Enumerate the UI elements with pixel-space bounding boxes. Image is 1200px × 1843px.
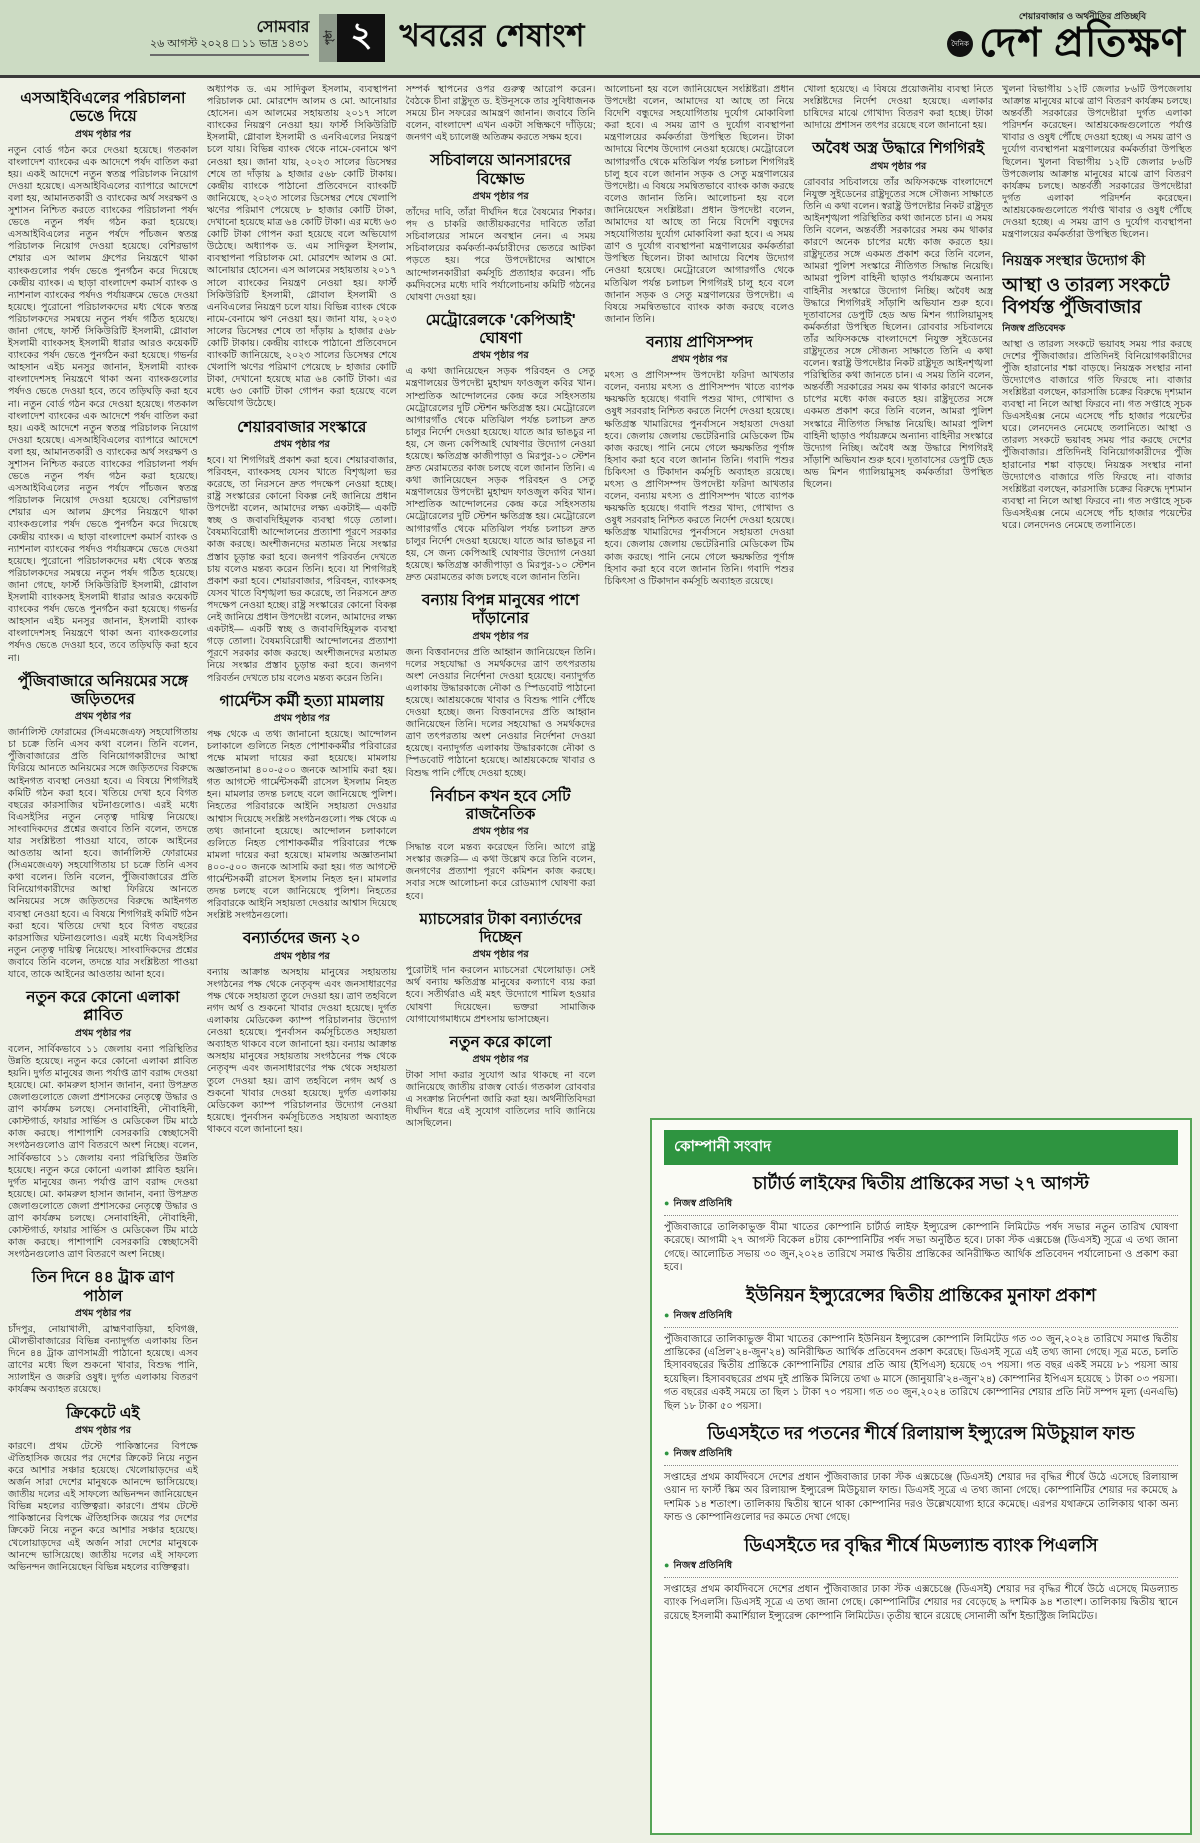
continued-label: প্রথম পৃষ্ঠার পর	[74, 1424, 131, 1436]
article	[8, 90, 198, 665]
article-headline: নতুন করে কোনো এলাকা প্লাবিত	[26, 989, 180, 1025]
byline	[664, 1197, 1178, 1212]
article-body: তাঁদের দাবি, তাঁরা দীর্ঘদিন ধরে বৈষম্যের শিকার। পদ ও চাকরি জাতীয়করণের দাবিতে তাঁরা সচিবালয়ের সামনে অবস্থান নেন। এ সময় সচিবালয়ের কর্মকর্তা-কর্মচারীদের ভেতরে আটকা পড়তে হয়। পরে উপদেষ্টাদের আশ্বাসে আন্দোলনকারীরা কর্মসূচি প্রত্যাহার করেন। পাঁচ কর্মদিবসের মধ্যে দাবি পর্যালোচনায় কমিটি গঠনের ঘোষণা দেওয়া হয়।	[405, 207, 596, 303]
article-body: নতুন বোর্ড গঠন করে দেওয়া হয়েছে। গতকাল বাংলাদেশ ব্যাংকের এক আদেশে পর্ষদ বাতিল করা হয়। একই আদেশে নতুন স্বতন্ত্র পরিচালক নিয়োগ দেওয়া হয়েছে। এসআইবিএলের ব্যাপারে আদেশে বলা হয়, আমানতকারী ও ব্যাংকের অর্থ সংরক্ষণ ও সুশাসন নিশ্চিত করতে ব্যাংকের পরিচালনা পর্ষদ ভেঙে নতুন পর্ষদ গঠন করা হয়েছে। এসআইবিএলের নতুন পর্ষদে পাঁচজন স্বতন্ত্র পরিচালক নিয়োগ দেওয়া হয়েছে। বেশিরভাগ শেয়ার এস আলম গ্রুপের নিয়ন্ত্রণে থাকা ব্যাংকগুলোর পর্ষদ ভেঙে পুনর্গঠন করে দিয়েছে কেন্দ্রীয় ব্যাংক। এ ছাড়া বাংলাদেশ কমার্স ব্যাংক ও ন্যাশনাল ব্যাংকের পর্ষদও পর্যায়ক্রমে ভেঙে দেওয়া হয়েছে। পুরোনো পরিচালকদের মধ্য থেকে স্বতন্ত্র পরিচালকদের সমন্বয়ে নতুন পর্ষদ গঠিত হয়েছে। জানা গেছে, ফার্স্ট সিকিউরিটি ইসলামী, গ্লোবাল ইসলামী ব্যাংকসহ ইসলামী ধারার আরও কয়েকটি ব্যাংকের পর্ষদ ভেঙে পুনর্গঠন করা হয়েছে। গভর্নর আহসান এইচ মনসুর জানান, ইসলামী ব্যাংক বাংলাদেশসহ নিয়ন্ত্রণে থাকা অন্য ব্যাংকগুলোর পর্ষদও ভেঙে দেওয়া হবে, তবে তড়িঘড়ি করা হবে না। নতুন বোর্ড গঠন করে দেওয়া হয়েছে। গতকাল বাংলাদেশ ব্যাংকের এক আদেশে পর্ষদ বাতিল করা হয়। একই আদেশে নতুন স্বতন্ত্র পরিচালক নিয়োগ দেওয়া হয়েছে। এসআইবিএলের ব্যাপারে আদেশে বলা হয়, আমানতকারী ও ব্যাংকের অর্থ সংরক্ষণ ও সুশাসন নিশ্চিত করতে ব্যাংকের পরিচালনা পর্ষদ ভেঙে নতুন পর্ষদ গঠন করা হয়েছে। এসআইবিএলের নতুন পর্ষদে পাঁচজন স্বতন্ত্র পরিচালক নিয়োগ দেওয়া হয়েছে। বেশিরভাগ শেয়ার এস আলম গ্রুপের নিয়ন্ত্রণে থাকা ব্যাংকগুলোর পর্ষদ ভেঙে পুনর্গঠন করে দিয়েছে কেন্দ্রীয় ব্যাংক। এ ছাড়া বাংলাদেশ কমার্স ব্যাংক ও ন্যাশনাল ব্যাংকের পর্ষদও পর্যায়ক্রমে ভেঙে দেওয়া হয়েছে। পুরোনো পরিচালকদের মধ্য থেকে স্বতন্ত্র পরিচালকদের সমন্বয়ে নতুন পর্ষদ গঠিত হয়েছে। জানা গেছে, ফার্স্ট সিকিউরিটি ইসলামী, গ্লোবাল ইসলামী ব্যাংকসহ ইসলামী ধারার আরও কয়েকটি ব্যাংকের পর্ষদ ভেঙে পুনর্গঠন করা হয়েছে। গভর্নর আহসান এইচ মনসুর জানান, ইসলামী ব্যাংক বাংলাদেশসহ নিয়ন্ত্রণে থাকা অন্য ব্যাংকগুলোর পর্ষদও ভেঙে দেওয়া হবে, তবে তড়িঘড়ি করা হবে না।	[8, 144, 198, 664]
article-body: বলেন, সার্বিকভাবে ১১ জেলায় বন্যা পরিস্থিতির উন্নতি হয়েছে। নতুন করে কোনো এলাকা প্লাবিত হয়নি। দুর্গত মানুষের জন্য পর্যাপ্ত ত্রাণ বরাদ্দ দেওয়া হয়েছে। মো. কামরুল হাসান জানান, বন্যা উপদ্রুত জেলাগুলোতে জেলা প্রশাসকের নেতৃত্বে উদ্ধার ও ত্রাণ কার্যক্রম চলছে। সেনাবাহিনী, নৌবাহিনী, কোস্টগার্ড, ফায়ার সার্ভিস ও মেডিকেল টিম মাঠে কাজ করছে। পাশাপাশি বেসরকারি স্বেচ্ছাসেবী সংগঠনগুলোও ত্রাণ বিতরণে অংশ নিচ্ছে। বলেন, সার্বিকভাবে ১১ জেলায় বন্যা পরিস্থিতির উন্নতি হয়েছে। নতুন করে কোনো এলাকা প্লাবিত হয়নি। দুর্গত মানুষের জন্য পর্যাপ্ত ত্রাণ বরাদ্দ দেওয়া হয়েছে। মো. কামরুল হাসান জানান, বন্যা উপদ্রুত জেলাগুলোতে জেলা প্রশাসকের নেতৃত্বে উদ্ধার ও ত্রাণ কার্যক্রম চলছে। সেনাবাহিনী, নৌবাহিনী, কোস্টগার্ড, ফায়ার সার্ভিস ও মেডিকেল টিম মাঠে কাজ করছে। পাশাপাশি বেসরকারি স্বেচ্ছাসেবী সংগঠনগুলোও ত্রাণ বিতরণে অংশ নিচ্ছে।	[8, 1043, 198, 1261]
article-continuation	[1002, 84, 1192, 241]
section-title: খবরের শেষাংশ	[399, 17, 585, 53]
column-6	[1002, 84, 1192, 1110]
article-body: খুলনা বিভাগীয় ১২টি জেলার ৮৬টি উপজেলায় আক্রান্ত মানুষের মাঝে ত্রাণ বিতরণ কার্যক্রম চলছে। অন্তর্বর্তী সরকারের উপদেষ্টারা দুর্গত এলাকা পরিদর্শন করেছেন। আশ্রয়কেন্দ্রগুলোতে পর্যাপ্ত খাবার ও ওষুধ পৌঁছে দেওয়া হচ্ছে। এ সময় ত্রাণ ও দুর্যোগ ব্যবস্থাপনা মন্ত্রণালয়ের কর্মকর্তারা উপস্থিত ছিলেন। খুলনা বিভাগীয় ১২টি জেলার ৮৬টি উপজেলায় আক্রান্ত মানুষের মাঝে ত্রাণ বিতরণ কার্যক্রম চলছে। অন্তর্বর্তী সরকারের উপদেষ্টারা দুর্গত এলাকা পরিদর্শন করেছেন। আশ্রয়কেন্দ্রগুলোতে পর্যাপ্ত খাবার ও ওষুধ পৌঁছে দেওয়া হচ্ছে। এ সময় ত্রাণ ও দুর্যোগ ব্যবস্থাপনা মন্ত্রণালয়ের কর্মকর্তারা উপস্থিত ছিলেন।	[1002, 84, 1192, 241]
dotted-divider	[664, 1215, 1178, 1216]
article-kicker: নিয়ন্ত্রক সংস্থার উদ্যোগ কী	[1002, 252, 1146, 269]
bullet-icon: ●	[664, 1559, 670, 1570]
article-body: অধ্যাপক ড. এম সাদিকুল ইসলাম, ব্যবস্থাপনা পরিচালক মো. মোরশেদ আলম ও মো. আনোয়ার হোসেন। এস আলমের সহায়তায় ২০১৭ সালে ব্যাংকের নিয়ন্ত্রণ নেওয়া হয়। ফার্স্ট সিকিউরিটি ইসলামী, গ্লোবাল ইসলামী ও এনবিএলের নিয়ন্ত্রণ চলে যায়। বিভিন্ন ব্যাংক থেকে নামে-বেনামে ঋণ নেওয়া হয়। জানা যায়, ২০২৩ সালের ডিসেম্বর শেষে তা দাঁড়ায় ৯ হাজার ৫৬৮ কোটি টাকায়। কেন্দ্রীয় ব্যাংকে পাঠানো প্রতিবেদনে ব্যাংকটি জানিয়েছে, ২০২৩ সালের ডিসেম্বর শেষে খেলাপি ঋণের পরিমাণ পেয়েছে ৮ হাজার কোটি টাকা, দেখানো হয়েছে মাত্র ৬৪ কোটি টাকা। এর মধ্যে ৬৩ কোটি টাকা গোপন করা হয়েছে বলে অভিযোগ উঠেছে। অধ্যাপক ড. এম সাদিকুল ইসলাম, ব্যবস্থাপনা পরিচালক মো. মোরশেদ আলম ও মো. আনোয়ার হোসেন। এস আলমের সহায়তায় ২০১৭ সালে ব্যাংকের নিয়ন্ত্রণ নেওয়া হয়। ফার্স্ট সিকিউরিটি ইসলামী, গ্লোবাল ইসলামী ও এনবিএলের নিয়ন্ত্রণ চলে যায়। বিভিন্ন ব্যাংক থেকে নামে-বেনামে ঋণ নেওয়া হয়। জানা যায়, ২০২৩ সালের ডিসেম্বর শেষে তা দাঁড়ায় ৯ হাজার ৫৬৮ কোটি টাকায়। কেন্দ্রীয় ব্যাংকে পাঠানো প্রতিবেদনে ব্যাংকটি জানিয়েছে, ২০২৩ সালের ডিসেম্বর শেষে খেলাপি ঋণের পরিমাণ পেয়েছে ৮ হাজার কোটি টাকা, দেখানো হয়েছে মাত্র ৬৪ কোটি টাকা। এর মধ্যে ৬৩ কোটি টাকা গোপন করা হয়েছে বলে অভিযোগ উঠেছে।	[206, 84, 397, 410]
article	[406, 152, 596, 303]
article	[8, 673, 198, 982]
continued-label: প্রথম পৃষ্ঠার পর	[671, 354, 728, 366]
article	[207, 693, 397, 923]
article-headline: সচিবালয়ে আনসারদের বিক্ষোভ	[430, 152, 571, 188]
column-1	[8, 84, 198, 1835]
dotted-divider	[664, 1465, 1178, 1466]
dotted-divider	[664, 1327, 1178, 1328]
article-headline: ইউনিয়ন ইন্স্যুরেন্সের দ্বিতীয় প্রান্তিকের মুনাফা প্রকাশ	[745, 1284, 1097, 1305]
article	[803, 140, 993, 491]
article-continuation	[604, 84, 794, 326]
article	[8, 1269, 198, 1396]
article-body: খোলা হয়েছে। এ বিষয়ে প্রয়োজনীয় ব্যবস্থা নিতে সংশ্লিষ্টদের নির্দেশ দেওয়া হয়েছে। এলাকার চাষিদের মাঝে গোখাদ্য বিতরণ করা হচ্ছে। টাকা আদায়ে প্রশাসন তৎপর রয়েছে বলে জানানো হয়।	[803, 84, 994, 132]
bullet-icon: ●	[664, 1448, 670, 1459]
byline: নিজস্ব প্রতিবেদক	[1002, 322, 1066, 334]
article-body: হবে। যা শিগগিরই প্রকাশ করা হবে। শেয়ারবাজার, পরিবহন, ব্যাংকসহ যেসব খাতে বিশৃঙ্খলা ভর করেছে, তা নিরসনে দ্রুত পদক্ষেপ নেওয়া হচ্ছে। রাষ্ট্র সংস্কারের কোনো বিকল্প নেই জানিয়ে প্রধান উপদেষ্টা বলেন, আমাদের লক্ষ্য একটাই— একটি স্বচ্ছ ও জবাবদিহিমূলক ব্যবস্থা গড়ে তোলা। বৈষম্যবিরোধী আন্দোলনের প্রত্যাশা পূরণে সরকার কাজ করছে। অংশীজনদের মতামত নিয়ে সংস্কার প্রস্তাব চূড়ান্ত করা হবে। জনগণ পরিবর্তন দেখতে চায় বলেও মন্তব্য করেন তিনি। হবে। যা শিগগিরই প্রকাশ করা হবে। শেয়ারবাজার, পরিবহন, ব্যাংকসহ যেসব খাতে বিশৃঙ্খলা ভর করেছে, তা নিরসনে দ্রুত পদক্ষেপ নেওয়া হচ্ছে। রাষ্ট্র সংস্কারের কোনো বিকল্প নেই জানিয়ে প্রধান উপদেষ্টা বলেন, আমাদের লক্ষ্য একটাই— একটি স্বচ্ছ ও জবাবদিহিমূলক ব্যবস্থা গড়ে তোলা। বৈষম্যবিরোধী আন্দোলনের প্রত্যাশা পূরণে সরকার কাজ করছে। অংশীজনদের মতামত নিয়ে সংস্কার প্রস্তাব চূড়ান্ত করা হবে। জনগণ পরিবর্তন দেখতে চায় বলেও মন্তব্য করেন তিনি।	[206, 454, 397, 684]
article-continuation	[207, 84, 397, 411]
continued-label: প্রথম পৃষ্ঠার পর	[472, 630, 529, 642]
continued-label: প্রথম পৃষ্ঠার পর	[472, 350, 529, 362]
article-headline: ডিএসইতে দর পতনের শীর্ষে রিলায়ান্স ইন্স্যুরেন্স মিউচুয়াল ফান্ড	[707, 1423, 1135, 1444]
article-body: কারণে। প্রথম টেস্টে পাকিস্তানের বিপক্ষে ঐতিহাসিক জয়ের পর দেশের ক্রিকেট নিয়ে নতুন করে আশার সঞ্চার হয়েছে। খেলোয়াড়দের এই অর্জন সারা দেশের মানুষকে আনন্দে ভাসিয়েছে। জাতীয় দলের এই সাফল্যে অভিনন্দন জানিয়েছেন বিভিন্ন মহলের ব্যক্তিত্বরা। কারণে। প্রথম টেস্টে পাকিস্তানের বিপক্ষে ঐতিহাসিক জয়ের পর দেশের ক্রিকেট নিয়ে নতুন করে আশার সঞ্চার হয়েছে। খেলোয়াড়দের এই অর্জন সারা দেশের মানুষকে আনন্দে ভাসিয়েছে। জাতীয় দলের এই সাফল্যে অভিনন্দন জানিয়েছেন বিভিন্ন মহলের ব্যক্তিত্বরা।	[8, 1440, 198, 1573]
page-number-block	[319, 14, 385, 62]
article-body: জন্য বিত্তবানদের প্রতি আহ্বান জানিয়েছেন তিনি। দলের সহযোদ্ধা ও সমর্থকদের ত্রাণ তৎপরতায় অংশ নেওয়ার নির্দেশনা দেওয়া হয়েছে। বন্যাদুর্গত এলাকায় উদ্ধারকাজে নৌকা ও স্পিডবোট পাঠানো হয়েছে। আশ্রয়কেন্দ্রে খাবার ও বিশুদ্ধ পানি পৌঁছে দেওয়া হচ্ছে। জন্য বিত্তবানদের প্রতি আহ্বান জানিয়েছেন তিনি। দলের সহযোদ্ধা ও সমর্থকদের ত্রাণ তৎপরতায় অংশ নেওয়ার নির্দেশনা দেওয়া হয়েছে। বন্যাদুর্গত এলাকায় উদ্ধারকাজে নৌকা ও স্পিডবোট পাঠানো হয়েছে। আশ্রয়কেন্দ্রে খাবার ও বিশুদ্ধ পানি পৌঁছে দেওয়া হচ্ছে।	[405, 646, 596, 779]
article-body: বন্যায় আক্রান্ত অসহায় মানুষের সহায়তায় সংগঠনের পক্ষ থেকে নেতৃবৃন্দ এবং জনসাধারণের পক্ষ থেকে সহায়তা তুলে দেওয়া হয়। ত্রাণ তহবিলে নগদ অর্থ ও শুকনো খাবার দেওয়া হয়েছে। দুর্গত এলাকায় মেডিকেল ক্যাম্প পরিচালনার উদ্যোগ নেওয়া হয়েছে। পুনর্বাসন কর্মসূচিতেও সহায়তা অব্যাহত থাকবে বলে জানানো হয়। বন্যায় আক্রান্ত অসহায় মানুষের সহায়তায় সংগঠনের পক্ষ থেকে নেতৃবৃন্দ এবং জনসাধারণের পক্ষ থেকে সহায়তা তুলে দেওয়া হয়। ত্রাণ তহবিলে নগদ অর্থ ও শুকনো খাবার দেওয়া হয়েছে। দুর্গত এলাকায় মেডিকেল ক্যাম্প পরিচালনার উদ্যোগ নেওয়া হয়েছে। পুনর্বাসন কর্মসূচিতেও সহায়তা অব্যাহত থাকবে বলে জানানো হয়।	[206, 966, 397, 1135]
dotted-divider	[664, 1577, 1178, 1578]
article-body: পুরোটাই দান করলেন ম্যাচসেরা খেলোয়াড়। সেই অর্থ বন্যায় ক্ষতিগ্রস্ত মানুষের কল্যাণে ব্যয় করা হবে। সতীর্থরাও এই মহৎ উদ্যোগে শামিল হওয়ার ঘোষণা দিয়েছেন। ভক্তরা সামাজিক যোগাযোগমাধ্যমে প্রশংসায় ভাসাচ্ছেন।	[405, 965, 596, 1025]
article-body: সম্পর্ক স্থাপনের ওপর গুরুত্ব আরোপ করেন। বৈঠকে চীনা রাষ্ট্রদূত ড. ইউনূসকে তার সুবিধাজনক সময়ে চীন সফরের আমন্ত্রণ জানান। জবাবে তিনি বলেন, বাংলাদেশ এখন একটা সন্ধিক্ষণে দাঁড়িয়ে; জনগণ এই চ্যালেঞ্জ অতিক্রম করতে সক্ষম হবে।	[405, 84, 596, 144]
company-news-item	[664, 1285, 1178, 1413]
continued-label: প্রথম পৃষ্ঠার পর	[472, 191, 529, 203]
article-headline: ম্যাচসেরার টাকা বন্যার্তদের দিচ্ছেন	[419, 910, 582, 946]
masthead-name: দেশ প্রতিক্ষণ	[979, 21, 1186, 65]
article-body: রোববার সচিবালয়ে তাঁর অফিসকক্ষে বাংলাদেশে নিযুক্ত সুইডেনের রাষ্ট্রদূতের সঙ্গে সৌজন্য সাক্ষাতে তিনি এ কথা বলেন। স্বরাষ্ট্র উপদেষ্টার নিকট রাষ্ট্রদূত আইনশৃঙ্খলা পরিস্থিতির কথা জানতে চান। এ সময় তিনি বলেন, অন্তর্বর্তী সরকারের সময় কম থাকার কারণে অনেক চাপের মধ্যে কাজ করতে হয়। রাষ্ট্রদূতের সঙ্গে একমত প্রকাশ করে তিনি বলেন, আমরা পুলিশ সংস্কারে নীতিগত সিদ্ধান্ত নিয়েছি। আমরা পুলিশ বাহিনী ছাড়াও পর্যায়ক্রমে অন্যান্য বাহিনীর সংস্কারে উদ্যোগ নিচ্ছি। অবৈধ অস্ত্র উদ্ধারে শিগগিরই সাঁড়াশি অভিযান শুরু হবে। দূতাবাসের ডেপুটি হেড অভ মিশন গ্যালিয়ামুসহ কর্মকর্তারা উপস্থিত ছিলেন। রোববার সচিবালয়ে তাঁর অফিসকক্ষে বাংলাদেশে নিযুক্ত সুইডেনের রাষ্ট্রদূতের সঙ্গে সৌজন্য সাক্ষাতে তিনি এ কথা বলেন। স্বরাষ্ট্র উপদেষ্টার নিকট রাষ্ট্রদূত আইনশৃঙ্খলা পরিস্থিতির কথা জানতে চান। এ সময় তিনি বলেন, অন্তর্বর্তী সরকারের সময় কম থাকার কারণে অনেক চাপের মধ্যে কাজ করতে হয়। রাষ্ট্রদূতের সঙ্গে একমত প্রকাশ করে তিনি বলেন, আমরা পুলিশ সংস্কারে নীতিগত সিদ্ধান্ত নিয়েছি। আমরা পুলিশ বাহিনী ছাড়াও পর্যায়ক্রমে অন্যান্য বাহিনীর সংস্কারে উদ্যোগ নিচ্ছি। অবৈধ অস্ত্র উদ্ধারে শিগগিরই সাঁড়াশি অভিযান শুরু হবে। দূতাবাসের ডেপুটি হেড অভ মিশন গ্যালিয়ামুসহ কর্মকর্তারা উপস্থিত ছিলেন।	[803, 176, 994, 490]
article-body: চাঁদপুর, নোয়াখালী, ব্রাহ্মণবাড়িয়া, হবিগঞ্জ, মৌলভীবাজারের বিভিন্ন বন্যাদুর্গত এলাকায় তিন দিনে ৪৪ ট্রাক ত্রাণসামগ্রী পাঠানো হয়েছে। এসব ত্রাণের মধ্যে ছিল শুকনো খাবার, বিশুদ্ধ পানি, স্যালাইন ও জরুরি ওষুধ। দুর্গত এলাকায় বিতরণ কার্যক্রম অব্যাহত রয়েছে।	[8, 1323, 198, 1396]
article-continuation	[406, 84, 596, 144]
page-number: ২	[337, 14, 385, 62]
date-line: ২৬ আগস্ট ২০২৪ □ ১১ ভাদ্র ১৪৩১	[150, 38, 310, 51]
byline-label: নিজস্ব প্রতিনিধি	[673, 1559, 733, 1571]
date-block	[150, 19, 309, 57]
byline	[664, 1309, 1178, 1324]
byline-label: নিজস্ব প্রতিনিধি	[673, 1198, 733, 1209]
continued-label: প্রথম পৃষ্ঠার পর	[74, 128, 131, 140]
article-headline: ক্রিকেটে এই	[66, 1404, 140, 1422]
continued-label: প্রথম পৃষ্ঠার পর	[273, 438, 330, 450]
page-header	[0, 0, 1200, 78]
article	[1002, 249, 1192, 532]
continued-label: প্রথম পৃষ্ঠার পর	[74, 1307, 131, 1319]
article	[8, 989, 198, 1261]
continued-label: প্রথম পৃষ্ঠার পর	[472, 826, 529, 838]
company-news-title: কোম্পানী সংবাদ	[664, 1130, 1178, 1165]
byline-label: নিজস্ব প্রতিনিধি	[673, 1309, 733, 1321]
bullet-icon: ●	[664, 1309, 670, 1320]
article-body: আলোচনা হয় বলে জানিয়েছেন সংশ্লিষ্টরা। প্রধান উপদেষ্টা বলেন, আমাদের যা আছে তা নিয়ে বিদেশি বন্ধুদের সহযোগিতায় দুর্যোগ মোকাবিলা করা হবে। এ সময় ত্রাণ ও দুর্যোগ ব্যবস্থাপনা মন্ত্রণালয়ের কর্মকর্তারা উপস্থিত ছিলেন। টাকা আদায়ে বিশেষ উদ্যোগ নেওয়া হয়েছে। মেট্রোরেলে আগারগাঁও থেকে মতিঝিল পর্যন্ত চলাচল শিগগিরই চালু হবে বলে জানান সড়ক ও সেতু মন্ত্রণালয়ের উপদেষ্টা। এ বিষয়ে সমন্বিতভাবে ব্যাংক কাজ করছে বলেও জানান তিনি। আলোচনা হয় বলে জানিয়েছেন সংশ্লিষ্টরা। প্রধান উপদেষ্টা বলেন, আমাদের যা আছে তা নিয়ে বিদেশি বন্ধুদের সহযোগিতায় দুর্যোগ মোকাবিলা করা হবে। এ সময় ত্রাণ ও দুর্যোগ ব্যবস্থাপনা মন্ত্রণালয়ের কর্মকর্তারা উপস্থিত ছিলেন। টাকা আদায়ে বিশেষ উদ্যোগ নেওয়া হয়েছে। মেট্রোরেলে আগারগাঁও থেকে মতিঝিল পর্যন্ত চলাচল শিগগিরই চালু হবে বলে জানান সড়ক ও সেতু মন্ত্রণালয়ের উপদেষ্টা। এ বিষয়ে সমন্বিতভাবে ব্যাংক কাজ করছে বলেও জানান তিনি।	[604, 84, 795, 325]
bullet-icon: ●	[664, 1198, 670, 1208]
company-news-item	[664, 1173, 1178, 1275]
article-body: আস্থা ও তারল্য সংকটে ভয়াবহ সময় পার করছে দেশের পুঁজিবাজার। প্রতিদিনই বিনিয়োগকারীদের পুঁজি হারানোর শঙ্কা বাড়ছে। নিয়ন্ত্রক সংস্থার নানা উদ্যোগেও বাজারে গতি ফিরছে না। বাজার সংশ্লিষ্টরা বলছেন, কারসাজি চক্রের বিরুদ্ধে দৃশ্যমান ব্যবস্থা না নিলে আস্থা ফিরবে না। গত সপ্তাহে সূচক ডিএসইএক্স নেমে এসেছে পাঁচ হাজার পয়েন্টের ঘরে। লেনদেনও নেমেছে তলানিতে। আস্থা ও তারল্য সংকটে ভয়াবহ সময় পার করছে দেশের পুঁজিবাজার। প্রতিদিনই বিনিয়োগকারীদের পুঁজি হারানোর শঙ্কা বাড়ছে। নিয়ন্ত্রক সংস্থার নানা উদ্যোগেও বাজারে গতি ফিরছে না। বাজার সংশ্লিষ্টরা বলছেন, কারসাজি চক্রের বিরুদ্ধে দৃশ্যমান ব্যবস্থা না নিলে আস্থা ফিরবে না। গত সপ্তাহে সূচক ডিএসইএক্স নেমে এসেছে পাঁচ হাজার পয়েন্টের ঘরে। লেনদেনও নেমেছে তলানিতে।	[1002, 338, 1192, 531]
article	[406, 592, 596, 780]
continued-label: প্রথম পৃষ্ঠার পর	[273, 712, 330, 724]
article	[406, 788, 596, 903]
article-headline: গার্মেন্টস কর্মী হত্যা মামলায়	[219, 692, 384, 710]
article	[406, 1034, 596, 1131]
article-headline: নতুন করে কালো	[449, 1033, 552, 1051]
masthead	[947, 12, 1186, 63]
byline	[664, 1559, 1178, 1574]
article-body: মৎস্য ও প্রাণিসম্পদ উপদেষ্টা ফরিদা আখতার বলেন, বন্যায় মৎস্য ও প্রাণিসম্পদ খাতে ব্যাপক ক্ষয়ক্ষতি হয়েছে। গবাদি পশুর খাদ্য, গোখাদ্য ও ওষুধ সরবরাহ নিশ্চিত করতে নির্দেশ দেওয়া হয়েছে। ক্ষতিগ্রস্ত খামারিদের পুনর্বাসনে সহায়তা দেওয়া হবে। জেলায় জেলায় ভেটেরিনারি মেডিকেল টিম কাজ করছে। পানি নেমে গেলে ক্ষয়ক্ষতির পূর্ণাঙ্গ হিসাব করা হবে বলে জানান তিনি। গবাদি পশুর চিকিৎসা ও টিকাদান কর্মসূচি অব্যাহত রয়েছে। মৎস্য ও প্রাণিসম্পদ উপদেষ্টা ফরিদা আখতার বলেন, বন্যায় মৎস্য ও প্রাণিসম্পদ খাতে ব্যাপক ক্ষয়ক্ষতি হয়েছে। গবাদি পশুর খাদ্য, গোখাদ্য ও ওষুধ সরবরাহ নিশ্চিত করতে নির্দেশ দেওয়া হয়েছে। ক্ষতিগ্রস্ত খামারিদের পুনর্বাসনে সহায়তা দেওয়া হবে। জেলায় জেলায় ভেটেরিনারি মেডিকেল টিম কাজ করছে। পানি নেমে গেলে ক্ষয়ক্ষতির পূর্ণাঙ্গ হিসাব করা হবে বলে জানান তিনি। গবাদি পশুর চিকিৎসা ও টিকাদান কর্মসূচি অব্যাহত রয়েছে।	[604, 370, 795, 587]
article-body: এ কথা জানিয়েছেন সড়ক পরিবহন ও সেতু মন্ত্রণালয়ের উপদেষ্টা মুহাম্মদ ফাওজুল কবির খান। সাম্প্রতিক আন্দোলনের কেন্দ্র করে সহিংসতায় মেট্রোরেলের দুটি স্টেশন ক্ষতিগ্রস্ত হয়। মেট্রোরেলে আগারগাঁও থেকে মতিঝিল পর্যন্ত চলাচল দ্রুত চালুর নির্দেশ দেওয়া হয়েছে। যাতে আর ভাঙচুর না হয়, সে জন্য কেপিআই ঘোষণার উদ্যোগ নেওয়া হয়েছে। ক্ষতিগ্রস্ত কাজীপাড়া ও মিরপুর-১০ স্টেশন দ্রুত মেরামতের কাজ চলছে বলে জানান তিনি। এ কথা জানিয়েছেন সড়ক পরিবহন ও সেতু মন্ত্রণালয়ের উপদেষ্টা মুহাম্মদ ফাওজুল কবির খান। সাম্প্রতিক আন্দোলনের কেন্দ্র করে সহিংসতায় মেট্রোরেলের দুটি স্টেশন ক্ষতিগ্রস্ত হয়। মেট্রোরেলে আগারগাঁও থেকে মতিঝিল পর্যন্ত চলাচল দ্রুত চালুর নির্দেশ দেওয়া হয়েছে। যাতে আর ভাঙচুর না হয়, সে জন্য কেপিআই ঘোষণার উদ্যোগ নেওয়া হয়েছে। ক্ষতিগ্রস্ত কাজীপাড়া ও মিরপুর-১০ স্টেশন দ্রুত মেরামতের কাজ চলছে বলে জানান তিনি।	[405, 366, 596, 583]
article-headline: পুঁজিবাজারে অনিয়মের সঙ্গে জড়িতদের	[17, 672, 188, 708]
article-headline: এসআইবিএলের পরিচালনা ভেঙে দিয়ে	[20, 90, 186, 126]
column-4	[604, 84, 794, 1110]
article-headline: ডিএসইতে দর বৃদ্ধির শীর্ষে মিডল্যান্ড ব্যাংক পিএলসি	[744, 1534, 1098, 1555]
continued-label: প্রথম পৃষ্ঠার পর	[74, 711, 131, 723]
masthead-seal-icon: দৈনিক	[947, 31, 973, 57]
article-headline: বন্যার্তদের জন্য ২০	[242, 930, 361, 948]
article-headline: বন্যায় প্রাণিসম্পদ	[646, 333, 753, 351]
continued-label: প্রথম পৃষ্ঠার পর	[870, 160, 927, 172]
byline	[664, 1447, 1178, 1462]
article-body: জার্নালিস্ট ফোরামের (সিএমজেএফ) সহযোগিতায় চা চক্রে তিনি এসব কথা বলেন। তিনি বলেন, পুঁজিবাজারের প্রতি বিনিয়োগকারীদের আস্থা ফিরিয়ে আনতে অনিয়মের সঙ্গে জড়িতদের বিরুদ্ধে আইনগত ব্যবস্থা নেওয়া হবে। এ বিষয়ে শিগগিরই কমিটি গঠন করা হবে। খতিয়ে দেখা হবে বিগত বছরের কারসাজির ঘটনাগুলোও। এরই মধ্যে বিএসইসির নতুন নেতৃত্ব দায়িত্ব নিয়েছে। সাংবাদিকদের প্রশ্নের জবাবে তিনি বলেন, তদন্তে যার সংশ্লিষ্টতা পাওয়া যাবে, তাকে আইনের আওতায় আনা হবে। জার্নালিস্ট ফোরামের (সিএমজেএফ) সহযোগিতায় চা চক্রে তিনি এসব কথা বলেন। তিনি বলেন, পুঁজিবাজারের প্রতি বিনিয়োগকারীদের আস্থা ফিরিয়ে আনতে অনিয়মের সঙ্গে জড়িতদের বিরুদ্ধে আইনগত ব্যবস্থা নেওয়া হবে। এ বিষয়ে শিগগিরই কমিটি গঠন করা হবে। খতিয়ে দেখা হবে বিগত বছরের কারসাজির ঘটনাগুলোও। এরই মধ্যে বিএসইসির নতুন নেতৃত্ব দায়িত্ব নিয়েছে। সাংবাদিকদের প্রশ্নের জবাবে তিনি বলেন, তদন্তে যার সংশ্লিষ্টতা পাওয়া যাবে, তাকে আইনের আওতায় আনা হবে।	[8, 727, 198, 981]
day-label: সোমবার	[256, 18, 310, 36]
article-headline: তিন দিনে ৪৪ ট্রাক ত্রাণ পাঠাল	[31, 1269, 175, 1305]
article-headline: চার্টার্ড লাইফের দ্বিতীয় প্রান্তিকের সভা ২৭ আগস্ট	[752, 1173, 1089, 1193]
column-2	[207, 84, 397, 1835]
company-news-item	[664, 1535, 1178, 1623]
article-body: সপ্তাহের প্রথম কার্যদিবসে দেশের প্রধান পুঁজিবাজার ঢাকা স্টক এক্সচেঞ্জে (ডিএসই) শেয়ার দর বৃদ্ধির শীর্ষে উঠে এসেছে মিডল্যান্ড ব্যাংক পিএলসি। ডিএসই সূত্রে এ তথ্য জানা গেছে। কোম্পানিটির শেয়ার দর বেড়েছে ৯ দশমিক ৯৪ শতাংশ। তালিকায় দ্বিতীয় স্থানে রয়েছে ইসলামী কমার্শিয়াল ইন্স্যুরেন্স কোম্পানি লিমিটেড। তৃতীয় স্থানে রয়েছে সোনালী আঁশ ইন্ডাস্ট্রিজ লিমিটেড।	[664, 1583, 1178, 1622]
article-headline: আস্থা ও তারল্য সংকটে বিপর্যস্ত পুঁজিবাজার	[1002, 274, 1170, 318]
continued-label: প্রথম পৃষ্ঠার পর	[74, 1027, 131, 1039]
article-headline: শেয়ারবাজার সংস্কারে	[237, 418, 367, 436]
company-news-box	[650, 1118, 1192, 1835]
article-body: সিদ্ধান্ত বলে মন্তব্য করেছেন তিনি। আগে রাষ্ট্র সংস্কার জরুরি— এ কথা উল্লেখ করে তিনি বলেন, জনগণের প্রত্যাশা পূরণে কমিশন কাজ করছে। সবার সঙ্গে আলোচনা করে রোডম্যাপ ঘোষণা করা হবে।	[405, 842, 596, 902]
article	[604, 334, 794, 588]
article	[207, 419, 397, 685]
page-label: পৃষ্ঠা	[319, 14, 337, 62]
masthead-tagline: শেয়ারবাজার ও অর্থনীতির প্রতিচ্ছবি	[1018, 11, 1147, 21]
article-continuation	[803, 84, 993, 132]
continued-label: প্রথম পৃষ্ঠার পর	[472, 949, 529, 961]
article-body: টাকা সাদা করার সুযোগ আর থাকছে না বলে জানিয়েছে জাতীয় রাজস্ব বোর্ড। গতকাল রোববার এ সংক্রান্ত নির্দেশনা জারি করা হয়। অর্থনীতিবিদরা দীর্ঘদিন ধরে এই সুযোগ বাতিলের দাবি জানিয়ে আসছিলেন।	[405, 1069, 596, 1130]
article	[406, 911, 596, 1026]
article-body: পুঁজিবাজারে তালিকাভুক্ত বীমা খাতের কোম্পানি চার্টার্ড লাইফ ইন্স্যুরেন্স কোম্পানি লিমিটেড পর্ষদ সভার নতুন তারিখ ঘোষণা করেছে। আগামী ২৭ আগস্ট বিকেল ৪টায় কোম্পানিটির পর্ষদ সভা অনুষ্ঠিত হবে। ঢাকা স্টক এক্সচেঞ্জ (ডিএসই) সূত্রে এ তথ্য জানা গেছে। আলোচিত সভায় ৩০ জুন,২০২৪ তারিখে সমাপ্ত দ্বিতীয় প্রান্তিকের অনিরীক্ষিত আর্থিক প্রতিবেদন পর্যালোচনা ও প্রকাশ করা হবে।	[664, 1222, 1178, 1274]
column-5	[803, 84, 993, 1110]
article	[8, 1405, 198, 1574]
article-headline: নির্বাচন কখন হবে সেটি রাজনৈতিক	[430, 787, 571, 823]
article-headline: অবৈধ অস্ত্র উদ্ধারে শিগগিরই	[812, 140, 985, 158]
byline-label: নিজস্ব প্রতিনিধি	[673, 1448, 733, 1460]
column-3	[406, 84, 596, 1835]
article-body: পুঁজিবাজারে তালিকাভুক্ত বীমা খাতের কোম্পানি ইউনিয়ন ইন্স্যুরেন্স কোম্পানি লিমিটেড গত ৩০ জুন,২০২৪ তারিখে সমাপ্ত দ্বিতীয় প্রান্তিকের (এপ্রিল’২৪-জুন’২৪) অনিরীক্ষিত আর্থিক প্রতিবেদন প্রকাশ করেছে। ডিএসই সূত্রে এই তথ্য জানা গেছে। সূত্র মতে, চলতি হিসাববছরের দ্বিতীয় প্রান্তিকে কোম্পানিটির শেয়ার প্রতি আয় (ইপিএস) হয়েছে ৩৭ পয়সা। গত বছর একই সময়ে ৮১ পয়সা আয় হয়েছিল। হিসাববছরের প্রথম দুই প্রান্তিক মিলিয়ে তথা ৬ মাসে (জানুয়ারি’২৪-জুন’২৪) কোম্পানির ইপিএস হয়েছে ১ টাকা ০৩ পয়সা। গত বছরের একই সময়ে তা ছিল ১ টাকা ৭০ পয়সা। গত ৩০ জুন,২০২৪ তারিখে কোম্পানির শেয়ার প্রতি নিট সম্পদ মূল্য (এনএভি) ছিল ১৮ টাকা ৫০ পয়সা।	[664, 1333, 1178, 1412]
company-news-item	[664, 1423, 1178, 1525]
continued-label: প্রথম পৃষ্ঠার পর	[472, 1053, 529, 1065]
article-headline: মেট্রোরেলকে 'কেপিআই' ঘোষণা	[425, 311, 576, 348]
article	[406, 312, 596, 584]
article-body: পক্ষ থেকে এ তথ্য জানানো হয়েছে। আন্দোলন চলাকালে গুলিতে নিহত পোশাককর্মীর পরিবারের পক্ষে মামলা দায়ের করা হয়েছে। মামলায় অজ্ঞাতনামা ৪০০-৫০০ জনকে আসামি করা হয়। গত আগস্টে গার্মেন্টসকর্মী রাসেল ইসলাম নিহত হন। মামলার তদন্ত চলছে বলে জানিয়েছে পুলিশ। নিহতের পরিবারকে আইনি সহায়তা দেওয়ার আশ্বাস দিয়েছে সংশ্লিষ্ট সংগঠনগুলো। পক্ষ থেকে এ তথ্য জানানো হয়েছে। আন্দোলন চলাকালে গুলিতে নিহত পোশাককর্মীর পরিবারের পক্ষে মামলা দায়ের করা হয়েছে। মামলায় অজ্ঞাতনামা ৪০০-৫০০ জনকে আসামি করা হয়। গত আগস্টে গার্মেন্টসকর্মী রাসেল ইসলাম নিহত হন। মামলার তদন্ত চলছে বলে জানিয়েছে পুলিশ। নিহতের পরিবারকে আইনি সহায়তা দেওয়ার আশ্বাস দিয়েছে সংশ্লিষ্ট সংগঠনগুলো।	[206, 728, 397, 922]
article-body: সপ্তাহের প্রথম কার্যদিবসে দেশের প্রধান পুঁজিবাজার ঢাকা স্টক এক্সচেঞ্জে (ডিএসই) শেয়ার দর বৃদ্ধির শীর্ষে উঠে এসেছে রিলায়ান্স ওয়ান দ্য ফার্স্ট স্কিম অব রিলায়ান্স ইন্স্যুরেন্স মিউচুয়াল ফান্ড। ডিএসই সূত্রে এ তথ্য জানা গেছে। কোম্পানিটির শেয়ার দর কমেছে ৯ দশমিক ১৪ শতাংশ। তালিকায় দ্বিতীয় স্থানে থাকা কোম্পানির দরও উল্লেখযোগ্য হারে কমেছে। এরপর যথাক্রমে তালিকায় থাকা অন্য ফান্ড ও কোম্পানিগুলোর দর কমতে দেখা গেছে।	[664, 1472, 1178, 1524]
continued-label: প্রথম পৃষ্ঠার পর	[273, 950, 330, 962]
article-headline: বন্যায় বিপন্ন মানুষের পাশে দাঁড়ানোর	[421, 592, 580, 628]
article	[207, 930, 397, 1136]
